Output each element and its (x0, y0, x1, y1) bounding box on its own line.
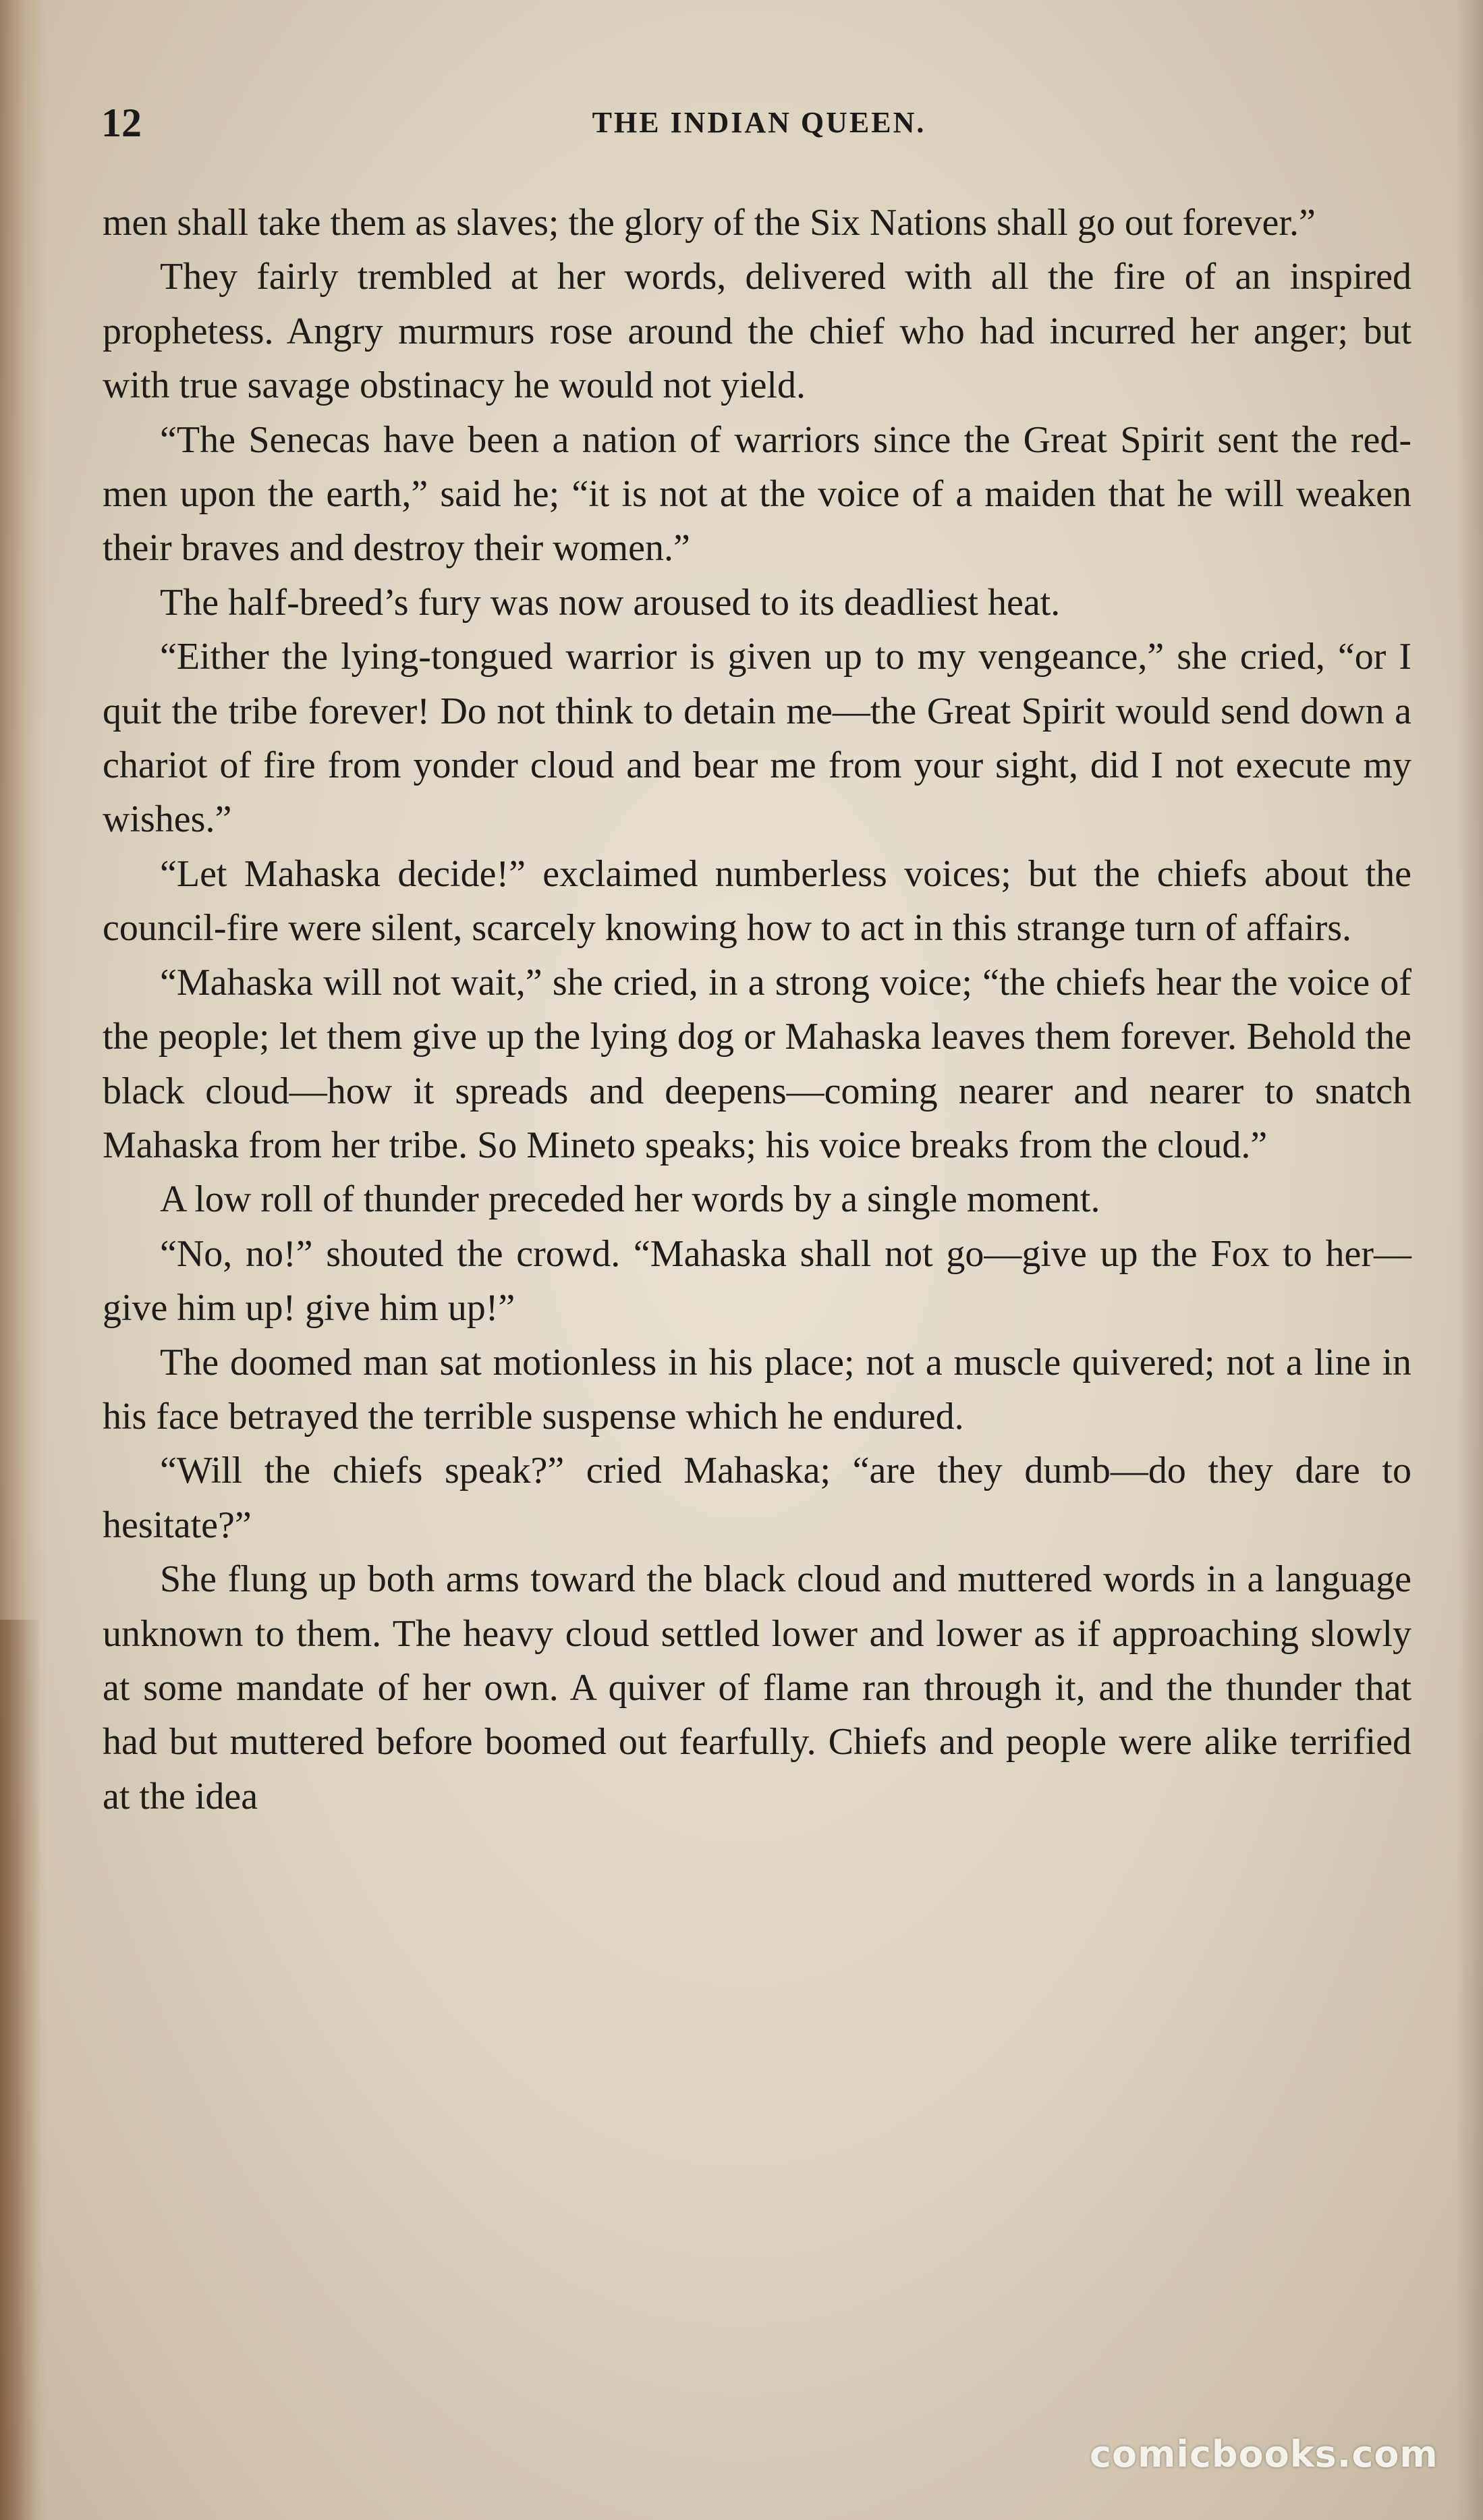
watermark: comicbooks.com (1090, 2433, 1438, 2475)
paragraph: “Mahaska will not wait,” she cried, in a strong voice; “the chiefs hear the voice of the people; let them give up the lying dog or Mahaska leaves them forever. Behold the black cloud—how it spreads and deepens—coming nearer and nearer to snatch Mahaska from her tribe. So Mineto speaks; his voice breaks from the cloud.” (103, 961, 1411, 1166)
running-head: THE INDIAN QUEEN. (592, 106, 926, 139)
paragraph: “The Senecas have been a nation of warriors since the Great Spirit sent the red-men upon the earth,” said he; “it is not at the voice of a maiden that he will weaken their braves and destroy their women.” (103, 418, 1411, 570)
page-number: 12 (101, 101, 142, 145)
paragraph: They fairly trembled at her words, delivered with all the fire of an inspired prophetess. Angry murmurs rose around the chief who had incurred her anger; but with true savage obstinacy he would not yield. (103, 256, 1411, 407)
paragraph: “Let Mahaska decide!” exclaimed numberless voices; but the chiefs about the council-fire were silent, scarcely knowing how to act in this strange turn of affairs. (103, 852, 1411, 950)
paragraph: men shall take them as slaves; the glory of the Six Nations shall go out forever.” (103, 202, 1316, 244)
paragraph: She flung up both arms toward the black cloud and muttered words in a language unknown to them. The heavy cloud settled lower and lower as if approaching slowly at some mandate of her own. A quiver of flame ran through it, and the thunder that had but muttered before boomed out fearfully. Chiefs and people were alike terrified at the idea (103, 1558, 1411, 1817)
paragraph: “Will the chiefs speak?” cried Mahaska; “are they dumb—do they dare to hesitate?” (103, 1450, 1411, 1546)
paragraph: A low roll of thunder preceded her words by a single moment. (160, 1178, 1100, 1221)
paragraph: “No, no!” shouted the crowd. “Mahaska shall not go—give up the Fox to her—give him up! give him up!” (103, 1232, 1411, 1330)
paragraph: “Either the lying-tongued warrior is given up to my vengeance,” she cried, “or I quit the tribe forever! Do not think to detain me—the Great Spirit would send down a chariot of fire from yonder cloud and bear me from your sight, did I not execute my wishes.” (103, 636, 1411, 841)
paragraph: The doomed man sat motionless in his place; not a muscle quivered; not a line in his face betrayed the terrible suspense which he endured. (103, 1341, 1411, 1437)
page-edge-stain-lower (0, 1620, 40, 2520)
body-text (103, 196, 1411, 1824)
paragraph: The half-breed’s fury was now aroused to its deadliest heat. (160, 581, 1061, 624)
page-header (101, 100, 1417, 161)
page-edge-shadow (1456, 0, 1483, 2520)
